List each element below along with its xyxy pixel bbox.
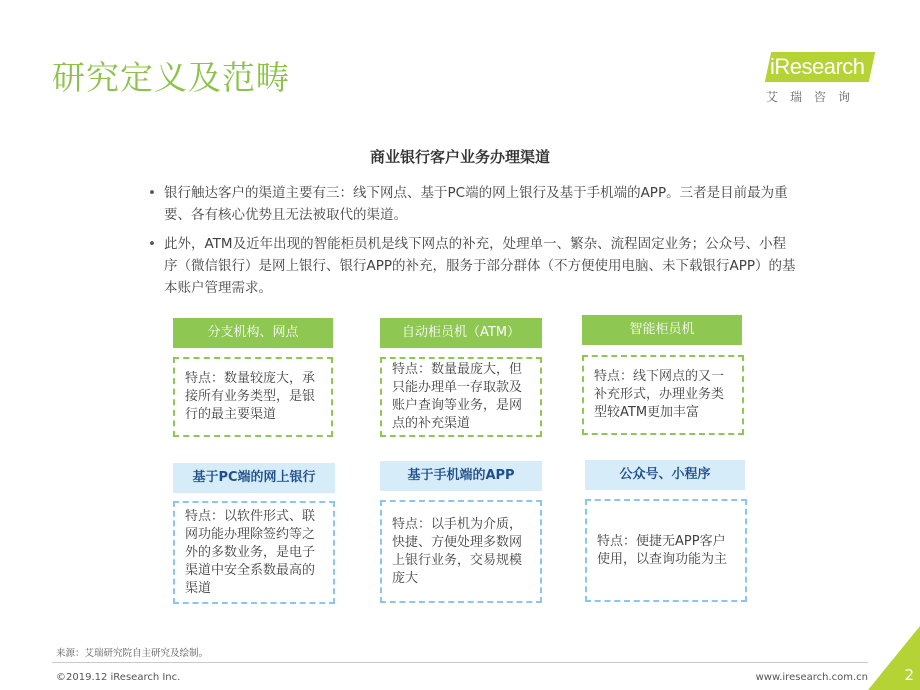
- card-header-wechat: 公众号、小程序: [585, 460, 745, 490]
- card-header-smart-teller: 智能柜员机: [582, 315, 742, 345]
- page-number: 2: [904, 666, 914, 684]
- card-body-mobile-app: [380, 500, 542, 603]
- card-text: 特点：以软件形式、联网功能办理除签约等之外的多数业务，是电子渠道中安全系数最高的渠道: [185, 508, 316, 596]
- card-header-atm: 自动柜员机（ATM）: [380, 318, 542, 348]
- card-header-mobile-app: 基于手机端的APP: [380, 461, 542, 491]
- card-header-branch: 分支机构、网点: [173, 318, 333, 348]
- page-title: 研究定义及范畴: [52, 58, 290, 97]
- card-text: 特点：便捷无APP客户使用，以查询功能为主: [597, 533, 728, 567]
- logo-wordmark: iResearch: [770, 54, 865, 79]
- website-link[interactable]: www.iresearch.com.cn: [755, 672, 868, 683]
- card-header-pc-banking: 基于PC端的网上银行: [173, 463, 335, 493]
- bullet-item: • 此外，ATM及近年出现的智能柜员机是线下网点的补充，处理单一、繁杂、流程固定业务；公众号、小程序（微信银行）是网上银行、银行APP的补充，服务于部分群体（不方便使用电脑、未下载银行APP）的基本账户管理需求。: [148, 233, 798, 299]
- card-text: 特点：线下网点的又一补充形式，办理业务类型较ATM更加丰富: [594, 369, 725, 420]
- card-text: 特点：数量最庞大，但只能办理单一存取款及账户查询等业务，是网点的补充渠道: [392, 362, 523, 431]
- copyright: ©2019.12 iResearch Inc.: [56, 672, 181, 683]
- card-text: 特点：以手机为介质，快捷、方便处理多数网上银行业务，交易规模庞大: [392, 516, 523, 586]
- card-text: 特点：数量较庞大，承接所有业务类型，是银行的最主要渠道: [185, 371, 316, 422]
- card-body-pc-banking: [173, 501, 335, 604]
- footer-divider: [52, 662, 868, 663]
- card-body-atm: [380, 357, 542, 437]
- card-body-branch: [173, 357, 333, 437]
- bullet-list: [148, 182, 798, 306]
- card-body-smart-teller: [582, 355, 744, 435]
- section-heading: 商业银行客户业务办理渠道: [369, 148, 550, 166]
- bullet-item: • 银行触达客户的渠道主要有三：线下网点、基于PC端的网上银行及基于手机端的APP。三者是目前最为重要、各有核心优势且无法被取代的渠道。: [148, 182, 798, 226]
- card-body-wechat: [585, 499, 747, 602]
- logo-subtitle: 艾瑞咨询: [766, 90, 863, 104]
- iresearch-logo: [758, 48, 876, 110]
- source-note: 来源：艾瑞研究院自主研究及绘制。: [56, 648, 209, 659]
